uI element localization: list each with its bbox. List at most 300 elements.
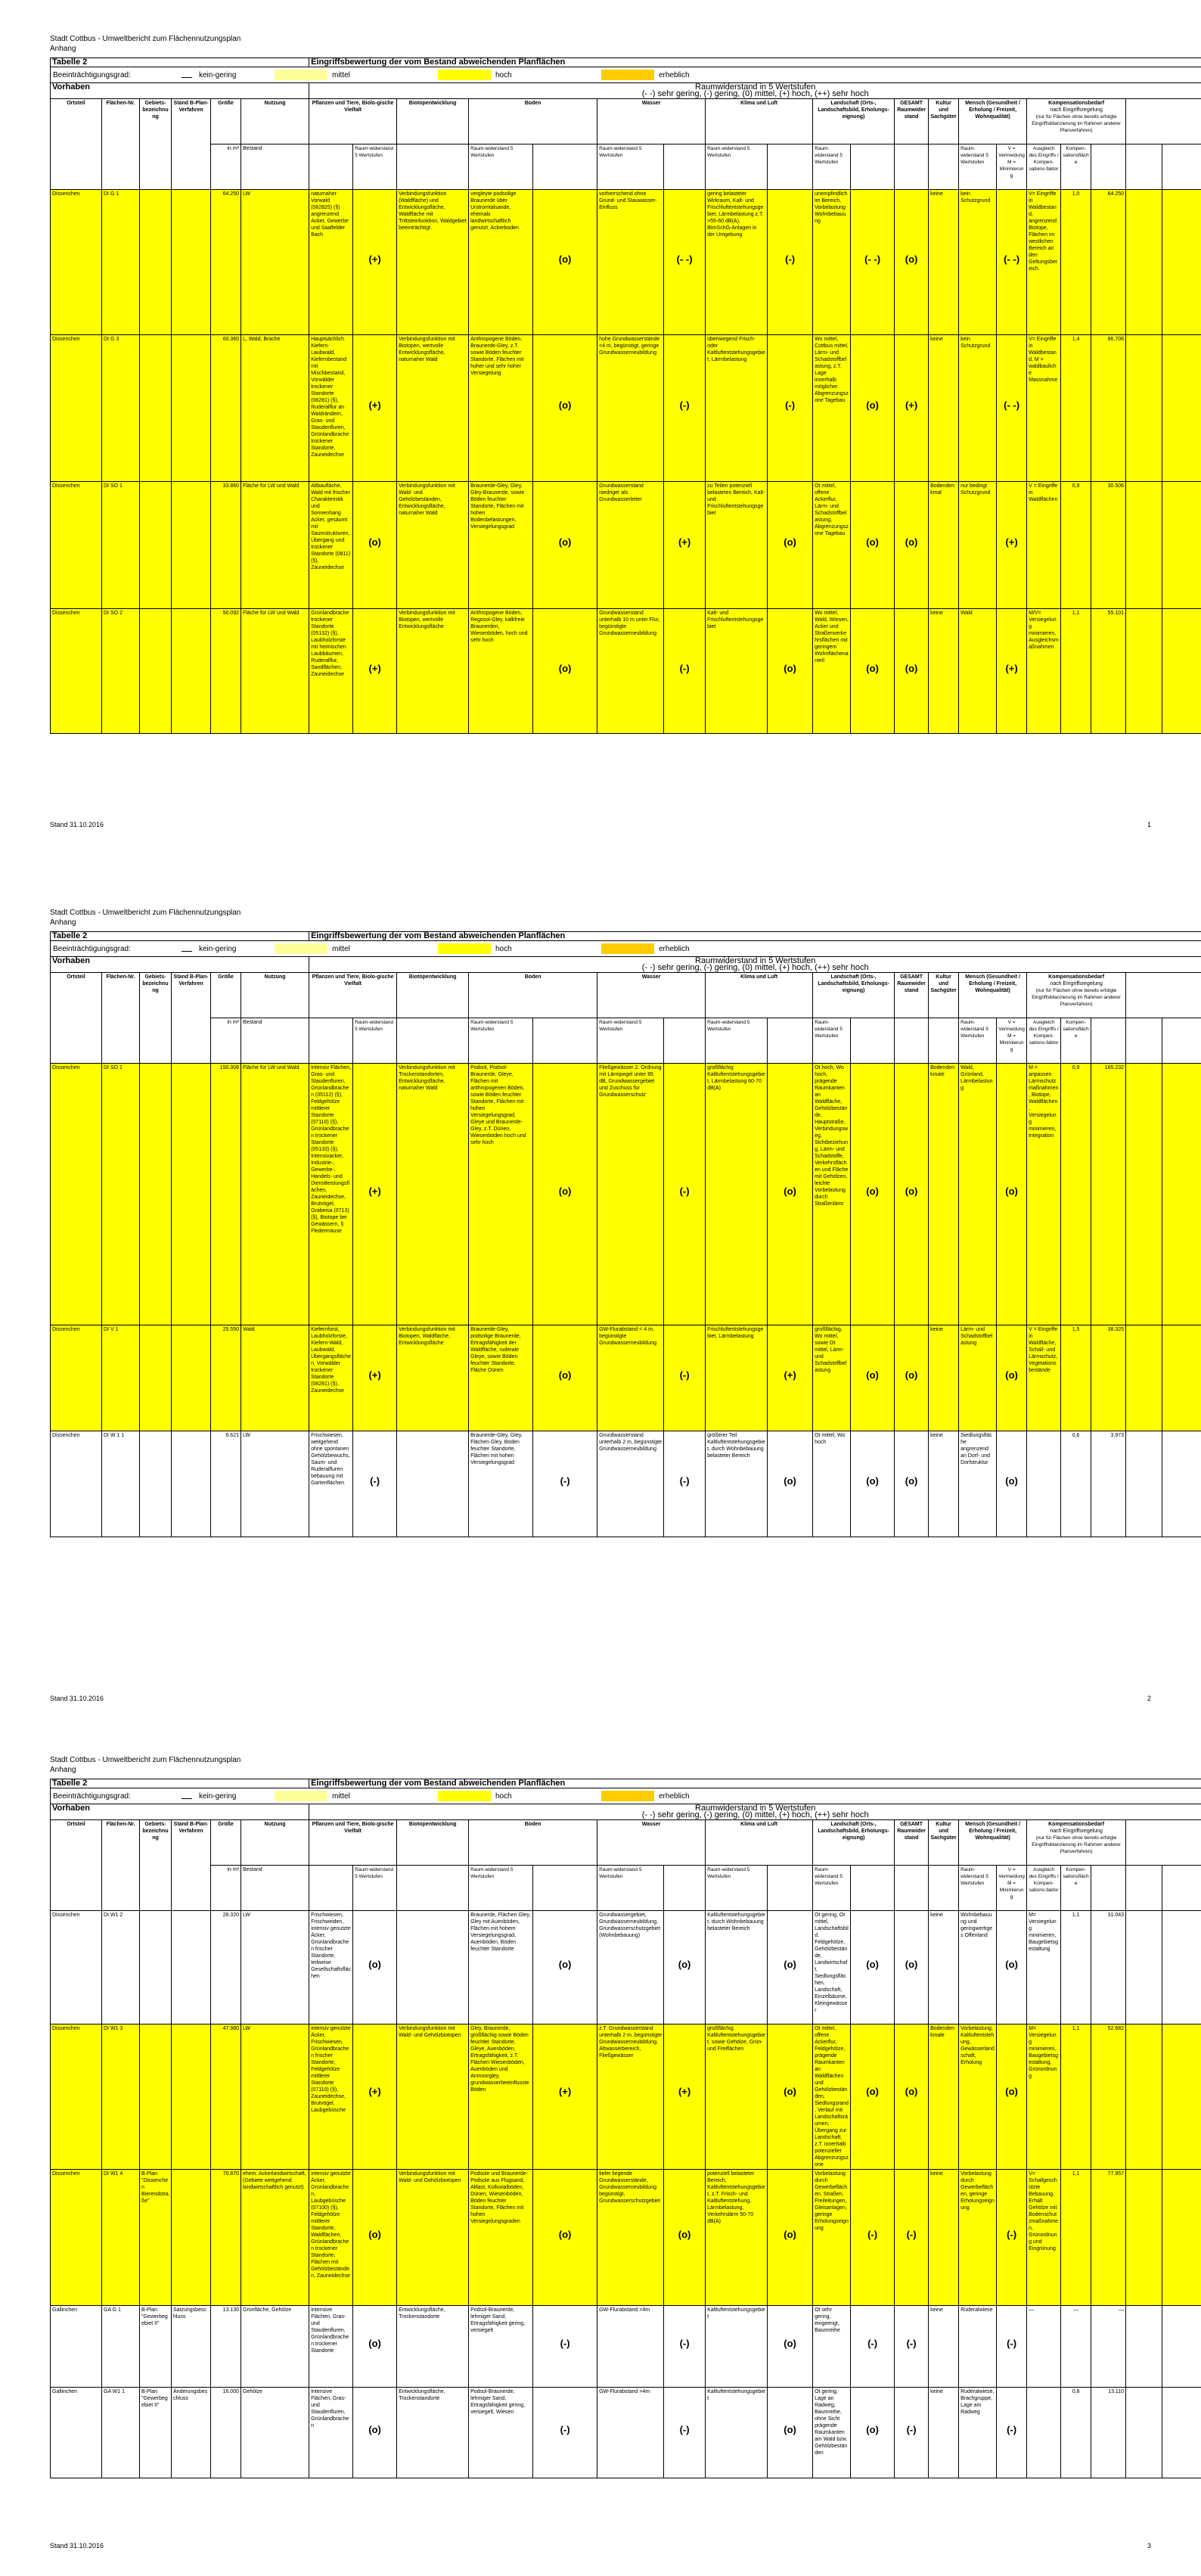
cell-groesse: 60.360 <box>211 335 241 482</box>
legend-row <box>51 1788 1201 1804</box>
cell-mensch-rw <box>997 2388 1027 2478</box>
cell-nutzung: Grünfläche, Gehölze <box>241 2306 309 2388</box>
table-row <box>51 2024 1201 2170</box>
legend-level-label: kein-gering <box>194 1793 275 1800</box>
cell-pflanzen: Intensive Flächen, Gras- und Staudenfluren, Grünlandbrachen trockener Standorte <box>309 2306 353 2388</box>
cell-mensch-rw <box>997 2024 1027 2170</box>
cell-pflanzen: naturnaher Vorwald (082825) (§) angrenzend Acker, Gewerbe und Saalfelder Bach <box>309 190 353 335</box>
rw-wasser: Raum-widerstand 5 Wertstufen <box>597 1866 664 1911</box>
rw-mensch: Raum-widerstand 5 Wertstufen <box>959 1866 997 1911</box>
empty-cell <box>1162 2306 1201 2388</box>
cell-mensch: Vorbelastung, Kaltluftentstehung, Gewässerlandschaft, Erholung <box>959 2024 997 2170</box>
col-klima: Klima und Luft <box>706 973 813 1018</box>
cell-boden-rw <box>533 482 597 609</box>
cell-mensch: Wohnbebauung und geringwertiges Offenland <box>959 1911 997 2024</box>
cell-boden-rw <box>533 2388 597 2478</box>
evaluation-table <box>50 57 1201 734</box>
cell-mensch: Wald <box>959 609 997 734</box>
report-page <box>0 874 1201 1729</box>
scale-legend <box>309 83 1201 99</box>
rating-symbol: (o) <box>535 1961 595 1968</box>
legend-swatch <box>275 1791 327 1801</box>
empty-cell <box>1162 2170 1201 2306</box>
rw-mensch: Raum-widerstand 5 Wertstufen <box>959 1018 997 1064</box>
cell-ausgleich: 1,0 <box>1061 190 1091 335</box>
cell-nutzung: Fläche für LW und Wald <box>241 609 309 734</box>
cell-klima-rw <box>768 1325 813 1431</box>
rating-symbol: (+) <box>535 2088 595 2095</box>
cell-mensch-rw <box>997 609 1027 734</box>
cell-groesse: 13.130 <box>211 2306 241 2388</box>
col-biotop: Biotopentwicklung <box>397 1820 469 1866</box>
rw-klima: Raum-widerstand 5 Wertstufen <box>706 1866 768 1911</box>
cell-kultur: Bodendenkmale <box>929 2024 959 2170</box>
cell-boden-rw <box>533 1325 597 1431</box>
rating-symbol: (-) <box>666 2426 703 2433</box>
cell-kompflaeche: 38.325 <box>1091 1325 1126 1431</box>
rating-symbol: (-) <box>666 1188 703 1195</box>
empty-cell <box>1162 1018 1201 1064</box>
cell-nutzung: Fläche für LW und Wald <box>241 1064 309 1325</box>
cell-landschaft: Vorbelastung durch Gewerbeflächen, Straßen, Freileitungen, Gleisanlagen, geringe Erholungseignung <box>813 2170 851 2306</box>
cell-ortsteil: Dissenchen <box>51 1325 102 1431</box>
evaluation-table <box>50 1779 1201 2478</box>
column-subheader-row <box>51 1866 1201 1911</box>
vorhaben-row <box>51 1804 1201 1820</box>
col-bestand: Bestand <box>241 144 309 190</box>
cell-pflanzen: Intensive Flächen, Gras- und Staudenfluren, Grünlandbrachen <box>309 2388 353 2478</box>
cell-landschaft-rw <box>851 2170 895 2306</box>
cell-gesamt <box>895 335 929 482</box>
cell-ausgleich: 0,9 <box>1061 482 1091 609</box>
cell-pflanzen-rw <box>353 335 397 482</box>
cell-pflanzen-rw <box>353 2388 397 2478</box>
col-ortsteil: Ortsteil <box>51 973 102 1064</box>
cell-landschaft: Ot gering, Lage an Radweg, Baumreihe, ohne Sicht prägende Raumkanten am Wald bzw. Gehölzbeständen <box>813 2388 851 2478</box>
cell-landschaft-rw <box>851 335 895 482</box>
cell-mensch-rw <box>997 482 1027 609</box>
col-bestand: Bestand <box>241 1018 309 1064</box>
legend-level-label: mittel <box>327 1793 438 1800</box>
col-vm: V = Vermeidung M = Minimierung <box>997 1866 1027 1911</box>
cell-gesamt <box>895 1431 929 1537</box>
empty-cell <box>1126 1018 1162 1064</box>
col-gesamt: GESAMT Raumwiderstand <box>895 1820 929 1866</box>
rating-symbol: (o) <box>769 2231 811 2238</box>
cell-stand: Änderungsbeschluss <box>172 2388 211 2478</box>
rating-symbol: (-) <box>998 2231 1025 2238</box>
page-footer <box>50 1695 1151 1702</box>
cell-kompflaeche: 77.957 <box>1091 2170 1126 2306</box>
rating-symbol: (o) <box>535 2231 595 2238</box>
cell-boden: Podsol, Podsol-Braunerde, Gleye, Flächen mit anthropogenen Böden, sowie Böden feuchter Standorte, Flächen mit hohen Versiegelungsgrad, Gleye und Braunerde-Gley, z.T. Dünen, Wiesenböden hoch und sehr hoch <box>469 1064 533 1325</box>
col-flaechen-nr: Flächen-Nr. <box>102 973 140 1064</box>
cell-kompflaeche: 52.682 <box>1091 2024 1126 2170</box>
legend-items <box>51 1788 1201 1804</box>
cell-biotop: Verbindungsfunktion mit Biotopen, wertvolle Entwicklungsfläche, naturnaher Wald <box>397 335 469 482</box>
cell-nutzung: LW <box>241 1431 309 1537</box>
empty-cell <box>1126 335 1162 482</box>
col-nutzung: Nutzung <box>241 99 309 144</box>
cell-vm: V= Eingriffe in Waldbestand, angrenzend Biotope, Flächen im westlichen Bereich an den Geltungsbereich. <box>1027 190 1061 335</box>
table-title: Eingriffsbewertung der vom Bestand abweichenden Planflächen <box>309 58 1201 67</box>
page-number: 1 <box>1147 821 1151 828</box>
footer-date: Stand 31.10.2016 <box>50 821 104 828</box>
cell-nutzung: ehem. Ackerlandwirtschaft, (Gebiete weitgehend landwirtschaftlich genutzt) <box>241 2170 309 2306</box>
table-row <box>51 2306 1201 2388</box>
table-title: Eingriffsbewertung der vom Bestand abweichenden Planflächen <box>309 1779 1201 1788</box>
cell-flaechen-nr: DI SO 1 <box>102 482 140 609</box>
legend-level-label: erheblich <box>654 1793 765 1800</box>
cell-mensch: kein Schutzgrund <box>959 190 997 335</box>
cell-mensch-rw <box>997 335 1027 482</box>
col-biotop: Biotopentwicklung <box>397 973 469 1018</box>
cell-mensch-rw <box>997 1064 1027 1325</box>
cell-pflanzen-rw <box>353 1431 397 1537</box>
col-gebietsbezeichnung: Gebiets-bezeichnung <box>140 1820 172 1911</box>
cell-kompflaeche: 86.706 <box>1091 335 1126 482</box>
rating-symbol: (o) <box>998 2088 1025 2095</box>
scale-line-1: Raumwiderstand in 5 Wertstufen <box>311 958 1199 965</box>
cell-boden-rw <box>533 2306 597 2388</box>
table-label: Tabelle 2 <box>51 58 309 67</box>
cell-ausgleich: 1,1 <box>1061 609 1091 734</box>
col-nutzung: Nutzung <box>241 1820 309 1866</box>
cell-stand <box>172 1911 211 2024</box>
table-row <box>51 190 1201 335</box>
cell-landschaft: Ot mittel, Wo hoch <box>813 1431 851 1537</box>
cell-gebietsbezeichnung: B-Plan "Gewerbegebiet II" <box>140 2306 172 2388</box>
rating-symbol: (o) <box>852 1961 892 1968</box>
cell-boden-rw <box>533 335 597 482</box>
cell-wasser: hohe Grundwasserstände <4 m, begünstigt, geringe Grundwasserneubildung <box>597 335 664 482</box>
cell-klima: gering belasteter Wirkraum, Kalt- und Frischluftentstehungsgebiet, Lärmbelastung z.T. >55-60 dB(A), BImSchG-Anlagen in der Umgebung <box>706 190 768 335</box>
cell-boden: Podsol-Braunerde, lehmiger Sand, Ertragsfähigkeit gering, versiegelt <box>469 2306 533 2388</box>
cell-mensch: Wald, Grünland, Lärmbelastung <box>959 1064 997 1325</box>
col-ortsteil: Ortsteil <box>51 99 102 190</box>
cell-kultur: keine <box>929 609 959 734</box>
rating-symbol: (-) <box>666 1372 703 1378</box>
cell-pflanzen-rw <box>353 2306 397 2388</box>
footer-date: Stand 31.10.2016 <box>50 1695 104 1702</box>
cell-flaechen-nr: DI V 1 <box>102 1325 140 1431</box>
cell-nutzung: LW <box>241 2024 309 2170</box>
cell-boden: Podsole und Braunerde-Podsole aus Flugsand, Altlast, Kolluvialböden, Dünen, Wiesenböden, Böden feuchter Standorte, Flächen mit hohen Versiegelungsgraden <box>469 2170 533 2306</box>
cell-flaechen-nr: DI G 3 <box>102 335 140 482</box>
legend-level-label: kein-gering <box>194 72 275 79</box>
column-subheader-row <box>51 1018 1201 1064</box>
col-kultur: Kultur und Sachgüter <box>929 973 959 1018</box>
empty-cell <box>1162 1866 1201 1911</box>
cell-vm: V = Eingriffe in Waldflächen <box>1027 482 1061 609</box>
cell-ortsteil: Dissenchen <box>51 1911 102 2024</box>
cell-groesse: 33.860 <box>211 482 241 609</box>
rating-symbol: (o) <box>535 539 595 545</box>
cell-boden-rw <box>533 1064 597 1325</box>
empty-cell <box>397 144 469 190</box>
legend-level-label: mittel <box>327 72 438 79</box>
cell-kompflaeche: 55.101 <box>1091 609 1126 734</box>
rating-symbol: (-) <box>852 2231 892 2238</box>
cell-gebietsbezeichnung <box>140 482 172 609</box>
cell-kompflaeche: 165.232 <box>1091 1064 1126 1325</box>
cell-wasser-rw <box>664 482 706 609</box>
col-stand: Stand B-Plan-Verfahren <box>172 99 211 190</box>
cell-groesse: 70.870 <box>211 2170 241 2306</box>
table-row <box>51 2388 1201 2478</box>
rating-symbol: (+) <box>355 402 395 409</box>
cell-gesamt <box>895 190 929 335</box>
rating-symbol: (- -) <box>998 256 1025 263</box>
legend <box>51 67 1201 83</box>
column-header-row <box>51 1820 1201 1866</box>
col-wasser: Wasser <box>597 1820 706 1866</box>
unit-m2: in m² <box>211 1018 241 1064</box>
rating-symbol: (+) <box>666 2088 703 2095</box>
table-row <box>51 1911 1201 2024</box>
empty-cell <box>1162 1325 1201 1431</box>
cell-wasser: Grundwasserstand unterhalb 2 m, begünstigte Grundwasserneubildung <box>597 1431 664 1537</box>
cell-ausgleich: 1,5 <box>1061 1325 1091 1431</box>
rw-landschaft: Raum-widerstand 5 Wertstufen <box>813 144 851 190</box>
rw-klima: Raum-widerstand 5 Wertstufen <box>706 1018 768 1064</box>
empty-cell <box>1162 1911 1201 2024</box>
cell-klima-rw <box>768 609 813 734</box>
rw-wasser: Raum-widerstand 5 Wertstufen <box>597 144 664 190</box>
rating-symbol: (o) <box>852 1188 892 1195</box>
rating-symbol: (o) <box>355 2340 395 2347</box>
table-row <box>51 2170 1201 2306</box>
cell-klima-rw <box>768 2024 813 2170</box>
empty-cell <box>1126 2170 1162 2306</box>
cell-boden: Anthropogene Böden, Braunerde-Gley, z.T. sowie Böden feuchter Standorte, Flächen mit hoher und sehr hoher Versiegelung <box>469 335 533 482</box>
empty-cell <box>1126 482 1162 609</box>
col-gesamt: GESAMT Raumwiderstand <box>895 99 929 144</box>
cell-biotop: Verbindungsfunktion mit Wald- und Gehölzbiotopen <box>397 2024 469 2170</box>
col-kompensation <box>1027 973 1126 1018</box>
cell-vm: — <box>1027 2306 1061 2388</box>
cell-ortsteil: Dissenchen <box>51 1064 102 1325</box>
doc-header-subtitle: Anhang <box>50 44 76 54</box>
empty-cell <box>895 1018 929 1064</box>
rating-symbol: (-) <box>666 665 703 672</box>
empty-cell <box>309 1018 353 1064</box>
cell-mensch: kein Schutzgrund <box>959 335 997 482</box>
legend <box>51 1788 1201 1804</box>
cell-wasser: vorherrschend ohne Grund- und Stauwasser-Einfluss <box>597 190 664 335</box>
cell-biotop: Verbindungsfunktion mit Trockenstandorten, Entwicklungsfläche, naturnaher Wald <box>397 1064 469 1325</box>
empty-cell <box>664 1866 706 1911</box>
empty-cell <box>1126 2306 1162 2388</box>
cell-gebietsbezeichnung <box>140 2024 172 2170</box>
empty-cell <box>1162 482 1201 609</box>
cell-mensch: Lärm- und Schadstoffbelastung <box>959 1325 997 1431</box>
empty-cell <box>1162 335 1201 482</box>
cell-landschaft-rw <box>851 2024 895 2170</box>
cell-mensch-rw <box>997 2306 1027 2388</box>
rating-symbol: (o) <box>896 2088 926 2095</box>
legend-grad-label: Beeinträchtigungsgrad: <box>51 1793 182 1800</box>
cell-gesamt <box>895 2024 929 2170</box>
cell-boden-rw <box>533 1911 597 2024</box>
rating-symbol: (-) <box>355 1478 395 1484</box>
empty-cell <box>895 144 929 190</box>
cell-kultur: keine <box>929 1431 959 1537</box>
col-groesse: Größe <box>211 99 241 144</box>
cell-ausgleich: 1,1 <box>1061 2170 1091 2306</box>
rw-landschaft: Raum-widerstand 5 Wertstufen <box>813 1866 851 1911</box>
table-row <box>51 1325 1201 1431</box>
cell-flaechen-nr: DI G 1 <box>102 190 140 335</box>
empty-cell <box>1162 190 1201 335</box>
scale-line-1: Raumwiderstand in 5 Wertstufen <box>311 84 1199 91</box>
col-pflanzen: Pflanzen und Tiere, Biolo-gische Vielfalt <box>309 1820 397 1866</box>
scale-line-2: (- -) sehr gering, (-) gering, (0) mittel, (+) hoch, (++) sehr hoch <box>311 91 1199 98</box>
legend-level-label: hoch <box>491 946 601 952</box>
empty-cell <box>1091 1018 1126 1064</box>
cell-gebietsbezeichnung <box>140 1911 172 2024</box>
cell-kultur: keine <box>929 1911 959 2024</box>
cell-boden: Braunerde-Gley, Gley, Gley-Braunerde, sowie Böden feuchter Standorte, Flächen mit hohen Bodenbelastungen, Versiegelungsgrad <box>469 482 533 609</box>
empty-cell <box>1126 144 1162 190</box>
cell-kompflaeche: 31.043 <box>1091 1911 1126 2024</box>
scale-line-2: (- -) sehr gering, (-) gering, (0) mittel, (+) hoch, (++) sehr hoch <box>311 965 1199 971</box>
col-kultur: Kultur und Sachgüter <box>929 1820 959 1866</box>
rating-symbol: (-) <box>769 256 811 263</box>
empty-cell <box>768 1018 813 1064</box>
cell-pflanzen-rw <box>353 2170 397 2306</box>
rw-klima: Raum-widerstand 5 Wertstufen <box>706 144 768 190</box>
legend-grad-label: Beeinträchtigungsgrad: <box>51 72 182 79</box>
legend-swatch <box>182 1793 192 1799</box>
cell-klima: großflächig Kaltluftentstehungsgebiet, sowie Gehölze, Grün- und Freiflächen <box>706 2024 768 2170</box>
empty-cell <box>1126 1866 1162 1911</box>
cell-mensch: nur bedingt Schutzgrund <box>959 482 997 609</box>
rating-symbol: (o) <box>998 1188 1025 1195</box>
cell-klima-rw <box>768 2388 813 2478</box>
cell-wasser-rw <box>664 1431 706 1537</box>
kompensation-sub: nach Eingriffsregelung <box>1029 980 1124 987</box>
cell-biotop <box>397 1431 469 1537</box>
cell-landschaft: Wo mittel, Wald, Wiesen, Acker und Straßenverkehrsflächen mit geringem Wohnflächenanteil <box>813 609 851 734</box>
cell-groesse: 16.000 <box>211 2388 241 2478</box>
cell-klima-rw <box>768 1911 813 2024</box>
column-header-row <box>51 99 1201 144</box>
rating-symbol: (-) <box>852 2340 892 2347</box>
rw-pflanzen: Raum-widerstand 5 Wertstufen <box>353 1018 397 1064</box>
cell-ortsteil: Dissenchen <box>51 1431 102 1537</box>
legend-items <box>51 67 1201 82</box>
cell-vm: V= Eingriffe in Waldbestand, M = waldbauliche Massnahme <box>1027 335 1061 482</box>
table-label: Tabelle 2 <box>51 932 309 941</box>
cell-groesse: 47.980 <box>211 2024 241 2170</box>
legend <box>51 941 1201 957</box>
rating-symbol: (o) <box>769 2340 811 2347</box>
cell-klima: Kaltluftentstehungsgebiet, durch Wohnbebauung belasteter Bereich <box>706 1911 768 2024</box>
cell-nutzung: LW <box>241 190 309 335</box>
cell-landschaft-rw <box>851 1064 895 1325</box>
footer-date: Stand 31.10.2016 <box>50 2542 104 2550</box>
table-title-row <box>51 932 1201 941</box>
cell-nutzung: L, Wald, Brache <box>241 335 309 482</box>
table-title-row <box>51 1779 1201 1788</box>
cell-boden-rw <box>533 190 597 335</box>
cell-wasser-rw <box>664 2170 706 2306</box>
col-boden: Boden <box>469 1820 597 1866</box>
cell-stand <box>172 190 211 335</box>
rating-symbol: (o) <box>852 2088 892 2095</box>
cell-pflanzen: Intensiv Flächen, Gras- und Staudenfluren, Grünlandbrachen (05112) (§), Feldgehölze mittlerer Standorte (07110) (§), Grünlandbrachen trockener Standorte (05133) (§), Intensivacker, Industrie-, Gewerbe-, Handels- und Dienstleistungsflächen, Zauneidechse, Brutvögel, Grabeisa (0713) (§), Biotope bei Gewässern, § Fledermäuse <box>309 1064 353 1325</box>
cell-mensch-rw <box>997 2170 1027 2306</box>
rating-symbol: (o) <box>896 1478 926 1484</box>
empty-cell <box>895 1866 929 1911</box>
cell-klima-rw <box>768 335 813 482</box>
cell-landschaft: Ot sehr gering, eingeengt, Baumreihe <box>813 2306 851 2388</box>
rating-symbol: (-) <box>666 1478 703 1484</box>
cell-flaechen-nr: DI W1 2 <box>102 1911 140 2024</box>
rating-symbol: (+) <box>769 1372 811 1378</box>
legend-swatch <box>438 70 491 80</box>
cell-biotop: Verbindungsfunktion mit Wald- und Gehölzbiotopen <box>397 2170 469 2306</box>
legend-swatch <box>601 943 654 954</box>
legend-swatch <box>182 72 192 78</box>
cell-flaechen-nr: DI W1 4 <box>102 2170 140 2306</box>
cell-landschaft-rw <box>851 2388 895 2478</box>
cell-kultur: keine <box>929 1325 959 1431</box>
cell-pflanzen: Frischwiesen, Frischweiden, intensiv genutzte Äcker, Grünlandbrachen frischer Standorte, teilweise Gesellschaftsflächen <box>309 1911 353 2024</box>
cell-boden: Anthropogene Böden, Regosol-Gley, kalkfreie Braunerden, Wiesenböden, hoch und sehr hoch <box>469 609 533 734</box>
doc-header-title: Stadt Cottbus - Umweltbericht zum Flächennutzungsplan <box>50 908 241 918</box>
empty-cell <box>533 1018 597 1064</box>
rating-symbol: (o) <box>998 1961 1025 1968</box>
cell-nutzung: Fläche für LW und Wald <box>241 482 309 609</box>
rating-symbol: (o) <box>896 1188 926 1195</box>
col-kompflaeche: Kompen-sationsfläche <box>1061 144 1091 190</box>
cell-gesamt <box>895 1064 929 1325</box>
page-footer <box>50 821 1151 828</box>
cell-wasser: tiefer liegende Grundwasserstände, Grundwasserneubildung begünstigt, Grundwasserschutzgebiet <box>597 2170 664 2306</box>
empty-cell <box>1126 1911 1162 2024</box>
cell-stand <box>172 1325 211 1431</box>
cell-landschaft: unempfindlich im Bereich, Vorbelastung Wohnbebauung <box>813 190 851 335</box>
cell-vm: M/V= Versiegelung minimieren, Ausgleichsmaßnahmen <box>1027 609 1061 734</box>
cell-klima: überwiegend Frisch- oder Kaltluftentstehungsgebiet, Lärmbelastung <box>706 335 768 482</box>
cell-nutzung: Gehölze <box>241 2388 309 2478</box>
cell-landschaft-rw <box>851 1431 895 1537</box>
legend-level-label: kein-gering <box>194 946 275 952</box>
cell-boden-rw <box>533 1431 597 1537</box>
rating-symbol: (o) <box>666 2231 703 2238</box>
cell-landschaft: Ot mittel, offene Ackerflur, Feldgehölze, prägende Raumkanten an Waldflächen und Gehölzbeständen, Siedlungsrand, Verlauf mit Landschaftsräumen, Übergang zur Landschaft, z.T. innerhalb potenzieller Abgrenzungszone <box>813 2024 851 2170</box>
rating-symbol: (o) <box>896 1372 926 1378</box>
col-stand: Stand B-Plan-Verfahren <box>172 1820 211 1911</box>
cell-gebietsbezeichnung <box>140 190 172 335</box>
rating-symbol: (o) <box>852 665 892 672</box>
empty-cell <box>851 1866 895 1911</box>
rating-symbol: (o) <box>998 1478 1025 1484</box>
empty-cell <box>1162 144 1201 190</box>
cell-klima-rw <box>768 482 813 609</box>
cell-klima-rw <box>768 2170 813 2306</box>
col-kompensation <box>1027 99 1126 144</box>
col-kompflaeche: Kompen-sationsfläche <box>1061 1866 1091 1911</box>
unit-m2: in m² <box>211 144 241 190</box>
cell-pflanzen: Kiefernforst, Laubholzforste, Kiefern-Wald, Laubwald, Übergangsflächen, Vorwälder trockener Standorte (08281) (§), Zauneidechse <box>309 1325 353 1431</box>
cell-mensch-rw <box>997 1325 1027 1431</box>
cell-klima: größerer Teil Kaltluftentstehungsgebiet, durch Wohnbebauung belasteter Bereich <box>706 1431 768 1537</box>
rating-symbol: (o) <box>666 1961 703 1968</box>
cell-wasser: Grundwasserstand niedriger als Grundwasserleiter <box>597 482 664 609</box>
